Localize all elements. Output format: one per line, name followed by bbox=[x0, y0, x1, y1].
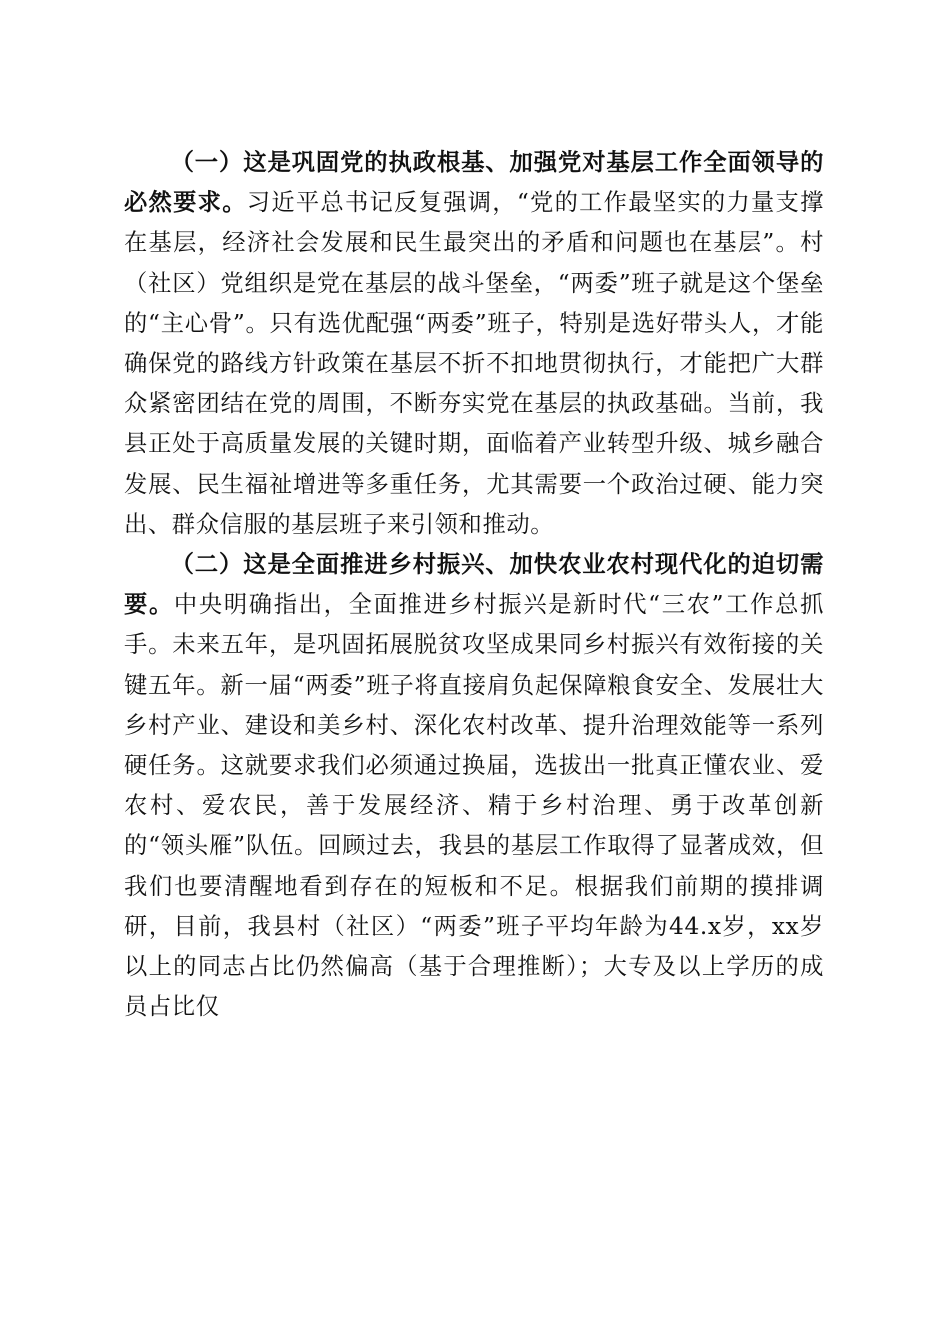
paragraph-1-heading: （一）这是巩固党的执政根基、加强党对基层工作全面领导的必然要求。 bbox=[124, 149, 824, 217]
paragraph-2-heading: （二）这是全面推进乡村振兴、加快农业农村现代化的迫切需要。 bbox=[124, 551, 824, 619]
paragraph-1 bbox=[124, 143, 824, 545]
paragraph-2 bbox=[124, 545, 824, 1027]
paragraph-2-text: 中央明确指出，全面推进乡村振兴是新时代“三农”工作总抓手。未来五年，是巩固拓展脱贫攻坚成果同乡村振兴有效衔接的关键五年。新一届“两委”班子将直接肩负起保障粮食安全、发展壮大乡村产业、建设和美乡村、深化农村改革、提升治理效能等一系列硬任务。这就要求我们必须通过换届，选拔出一批真正懂农业、爱农村、爱农民，善于发展经济、精于乡村治理、勇于改革创新的“领头雁”队伍。回顾过去，我县的基层工作取得了显著成效，但我们也要清醒地看到存在的短板和不足。根据我们前期的摸排调研，目前，我县村（社区）“两委”班子平均年龄为44.x岁，xx岁以上的同志占比仍然偏高（基于合理推断）；大专及以上学历的成员占比仅 bbox=[124, 591, 824, 1021]
document-body bbox=[124, 143, 824, 1027]
paragraph-1-text: 习近平总书记反复强调，“党的工作最坚实的力量支撑在基层，经济社会发展和民生最突出的矛盾和问题也在基层”。村（社区）党组织是党在基层的战斗堡垒，“两委”班子就是这个堡垒的“主心骨”。只有选优配强“两委”班子，特别是选好带头人，才能确保党的路线方针政策在基层不折不扣地贯彻执行，才能把广大群众紧密团结在党的周围，不断夯实党在基层的执政基础。当前，我县正处于高质量发展的关键时期，面临着产业转型升级、城乡融合发展、民生福祉增进等多重任务，尤其需要一个政治过硬、能力突出、群众信服的基层班子来引领和推动。 bbox=[124, 189, 824, 538]
